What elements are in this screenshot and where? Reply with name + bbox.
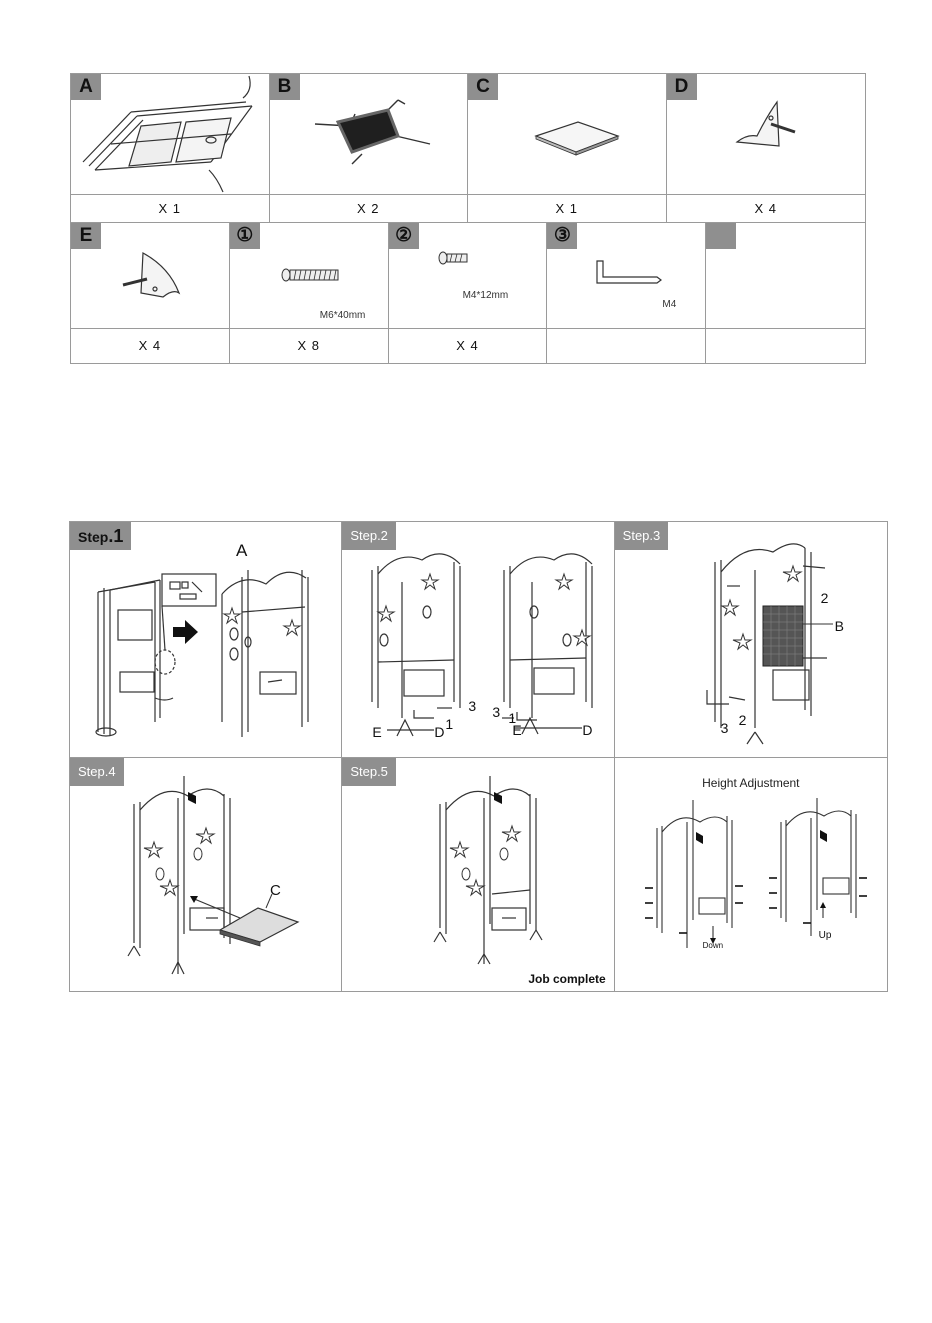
step-2-label-ea: E — [372, 724, 382, 740]
step-2-label-1a: 1 — [445, 716, 454, 732]
step-1-tag-label: Step — [78, 529, 109, 545]
part-tag-blank — [706, 223, 736, 249]
step-2-label-da: D — [434, 724, 445, 740]
step-5-illustration — [342, 758, 615, 993]
parts-row-1 — [71, 74, 865, 222]
step-5-panel — [342, 758, 614, 992]
parts-row-2 — [71, 222, 865, 363]
parts-table — [70, 73, 866, 364]
step-2-label-db: D — [582, 722, 593, 738]
step-4-panel — [70, 758, 342, 992]
step-2-panel — [342, 522, 614, 757]
height-adjustment-up-label: Up — [818, 929, 832, 941]
step-2-illustration — [342, 522, 615, 757]
step-4-tag: Step.4 — [70, 758, 124, 786]
part-d-quantity: X 4 — [667, 194, 866, 222]
height-adjustment-illustration — [615, 758, 888, 993]
part-tag-b: B — [270, 74, 300, 100]
part-e-cell — [71, 223, 230, 363]
step-2-label-eb: E — [512, 722, 522, 738]
step-2-label-3a: 3 — [468, 698, 477, 714]
part-3-cell — [547, 223, 706, 363]
part-c-quantity: X 1 — [468, 194, 666, 222]
step-1-panel — [70, 522, 342, 757]
part-1-quantity: X 8 — [230, 328, 388, 363]
step-3-label-2b: 2 — [738, 712, 747, 728]
part-tag-1: ① — [230, 223, 260, 249]
part-3-spec: M4 — [662, 299, 677, 310]
part-b-quantity: X 2 — [270, 194, 468, 222]
step-2-label-1b: 1 — [508, 710, 517, 726]
steps-row-1 — [70, 522, 887, 757]
part-tag-2: ② — [389, 223, 419, 249]
part-a-quantity: X 1 — [71, 194, 269, 222]
part-c-cell — [468, 74, 667, 222]
part-3-quantity — [547, 328, 705, 363]
step-5-tag: Step.5 — [342, 758, 396, 786]
part-e-quantity: X 4 — [71, 328, 229, 363]
step-5-job-complete: Job complete — [528, 971, 606, 986]
step-2-tag: Step.2 — [342, 522, 396, 550]
step-1-label-a: A — [236, 541, 248, 560]
height-adjustment-title: Height Adjustment — [702, 775, 800, 790]
part-1-spec: M6*40mm — [319, 310, 366, 321]
step-3-panel — [615, 522, 887, 757]
part-blank-quantity — [706, 328, 865, 363]
part-2-cell — [389, 223, 548, 363]
step-1-tag — [70, 522, 131, 550]
part-b-cell — [270, 74, 469, 222]
step-2-label-3b: 3 — [492, 704, 501, 720]
part-tag-d: D — [667, 74, 697, 100]
part-a-cell — [71, 74, 270, 222]
step-4-illustration — [70, 758, 343, 993]
step-3-tag: Step.3 — [615, 522, 669, 550]
part-tag-c: C — [468, 74, 498, 100]
part-2-spec: M4*12mm — [462, 290, 509, 301]
part-blank-cell — [706, 223, 865, 363]
part-d-cell — [667, 74, 866, 222]
step-1-illustration — [70, 522, 343, 757]
step-4-label-c: C — [270, 881, 281, 899]
step-3-illustration — [615, 522, 888, 757]
step-1-tag-number: .1 — [108, 526, 124, 546]
part-tag-a: A — [71, 74, 101, 100]
step-3-label-2a: 2 — [820, 590, 829, 606]
part-tag-e: E — [71, 223, 101, 249]
part-1-cell — [230, 223, 389, 363]
steps-row-2 — [70, 757, 887, 992]
assembly-steps-grid — [69, 521, 888, 992]
part-2-quantity: X 4 — [389, 328, 547, 363]
height-adjustment-down-label: Down — [702, 940, 724, 950]
part-tag-3: ③ — [547, 223, 577, 249]
step-3-label-3: 3 — [720, 720, 729, 736]
height-adjustment-panel — [615, 758, 887, 992]
step-3-label-b: B — [834, 618, 844, 634]
